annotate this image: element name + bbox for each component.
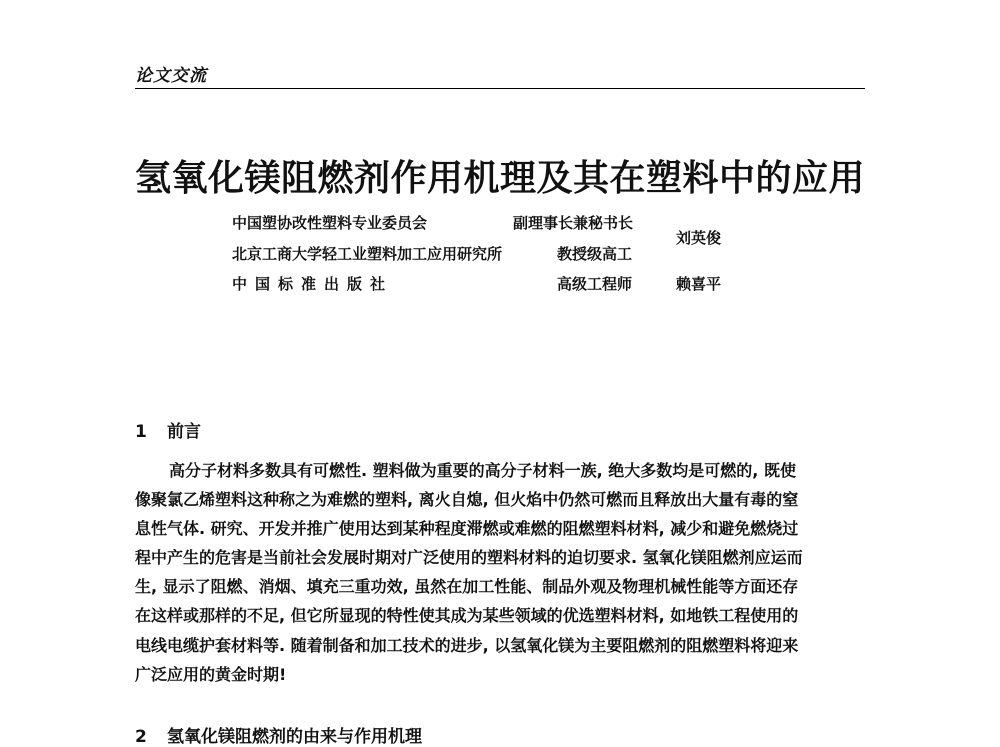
- paragraph-line: 息性气体. 研究、开发并推广使用达到某种程度滞燃或难燃的阻燃塑料材料, 减少和避免燃烧过: [135, 519, 799, 539]
- affiliation-org-3: 中国标准出版社: [232, 275, 394, 293]
- paragraph-line: 程中产生的危害是当前社会发展时期对广泛使用的塑料材料的迫切要求. 氢氧化镁阻燃剂应运而: [135, 548, 803, 568]
- affiliation-org-1: 中国塑协改性塑料专业委员会: [232, 214, 428, 232]
- affiliation-org-2: 北京工商大学轻工业塑料加工应用研究所: [232, 245, 503, 263]
- section-2-number: 2: [135, 727, 147, 747]
- paragraph-line: 像聚氯乙烯塑料这种称之为难燃的塑料, 离火自熄, 但火焰中仍然可燃而且释放出大量有毒的窒: [135, 490, 799, 510]
- section-1-number: 1: [135, 422, 147, 442]
- section-label: 论文交流: [135, 66, 207, 86]
- section-2-title: 氢氧化镁阻燃剂的由来与作用机理: [167, 727, 422, 747]
- affiliation-role-2: 教授级高工: [557, 245, 633, 263]
- section-1-heading: [135, 417, 201, 442]
- author-name-1: 刘英俊: [676, 229, 722, 247]
- paragraph-line: 广泛应用的黄金时期!: [135, 664, 287, 684]
- running-header: [135, 60, 865, 89]
- section-1-title: 前言: [167, 422, 201, 442]
- author-name-2: 赖喜平: [676, 275, 722, 293]
- paragraph-line: 高分子材料多数具有可燃性. 塑料做为重要的高分子材料一族, 绝大多数均是可燃的, 既使: [169, 461, 796, 480]
- paragraph-line: 电线电缆护套材料等. 随着制备和加工技术的进步, 以氢氧化镁为主要阻燃剂的阻燃塑料将迎来: [135, 635, 799, 655]
- section-1-paragraph: [135, 456, 865, 689]
- section-2-heading: [135, 722, 422, 747]
- paragraph-line: 生, 显示了阻燃、消烟、填充三重功效, 虽然在加工性能、制品外观及物理机械性能等方面还存: [135, 577, 799, 597]
- affiliation-role-1: 副理事长兼秘书长: [513, 214, 634, 232]
- affiliation-role-3: 高级工程师: [557, 275, 633, 293]
- paper-title: 氢氧化镁阻燃剂作用机理及其在塑料中的应用: [135, 158, 866, 199]
- paragraph-line: 在这样或那样的不足, 但它所显现的特性使其成为某些领域的优选塑料材料, 如地铁工程使用的: [135, 606, 799, 626]
